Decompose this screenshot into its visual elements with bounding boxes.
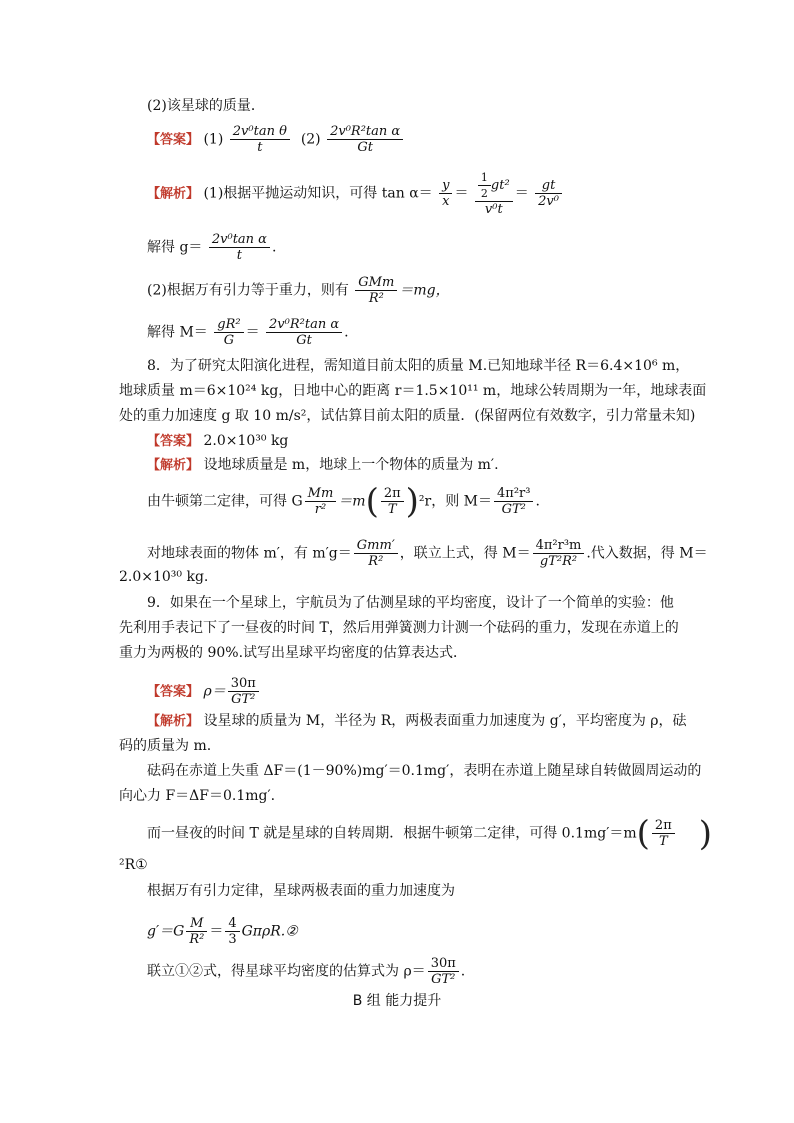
q9-analysis-1: 【解析】 设星球的质量为 M，半径为 R，两极表面重力加速度为 g′，平均密度为 ρ，砝 — [147, 713, 687, 729]
m-sun-fraction: $\frac{\text{4π²r³}}{\text{GT²}}$ — [494, 486, 533, 517]
q8-line-3: 处的重力加速度 g 取 10 m/s²，试估算目前太阳的质量．(保留两位有效数字，引力常量未知) — [119, 408, 696, 424]
analysis-tag: 【解析】 — [147, 458, 200, 473]
m-result-fraction: $\frac{\text{2v⁰R²tan α}}{Gt}$ — [266, 317, 342, 348]
q9-line-2: 先利用手表记下了一昼夜的时间 T，然后用弹簧测力计测一个砝码的重力，发现在赤道上的 — [119, 620, 679, 636]
rho-fraction: $\frac{30\pi}{\text{GT²}}$ — [228, 676, 259, 707]
q9-analysis-6: 联立①②式，得星球平均密度的估算式为 ρ＝ $\frac{30\pi}{\text{GT²}}$ . — [147, 956, 466, 987]
q9-analysis-3: 而一昼夜的时间 T 就是星球的自转周期．根据牛顿第二定律，可得 0.1mg′＝m( $\frac{2\pi}{T}$ ) — [147, 813, 713, 854]
answer-tag: 【答案】 — [147, 684, 200, 700]
gr2-over-g: $\frac{\text{gR²}}{G}$ — [214, 317, 243, 348]
compound-fraction: $\frac{1}{2}$ gt² v⁰t — [475, 170, 513, 217]
q8-analysis-4: 2.0×10³⁰ kg. — [119, 569, 209, 585]
gravity-row: (2)根据万有引力等于重力，则有 $\frac{\text{GMm}}{\text{R²}}$ ＝mg， — [147, 275, 450, 306]
answer-part1-label: (1) — [203, 131, 224, 148]
question-part2: (2)该星球的质量． — [147, 98, 265, 114]
q9-analysis-2: 砝码在赤道上失重 ΔF＝(1－90%)mg′＝0.1mg′，表明在赤道上随星球自转做圆周运动的 — [147, 763, 702, 779]
q8-line-1: 8．为了研究太阳演化进程，需知道目前太阳的质量 M.已知地球半径 R＝6.4×10⁶ m， — [147, 358, 690, 374]
m-sun-final-fraction: $\frac{\text{4π²r³m}}{\text{gT²R²}}$ — [533, 538, 585, 569]
four-thirds: $\frac{4}{3}$ — [225, 916, 239, 947]
answer-tag: 【答案】 — [147, 132, 200, 148]
q9-analysis-2b: 向心力 F＝ΔF＝0.1mg′. — [119, 788, 276, 804]
q8-analysis-2: 由牛顿第二定律，可得 G $\frac{Mm}{\text{r²}}$ ＝m( $\frac{2\pi}{T}$ )²r，则 M＝ $\frac{\text{4π²r³}}{\text{GT²}}$ . — [147, 481, 540, 522]
result-fraction: $\frac{gt}{\text{2v⁰}}$ — [535, 178, 562, 209]
q9-line-1: 9．如果在一个星球上，宇航员为了估测星球的平均密度，设计了一个简单的实验：他 — [147, 595, 674, 611]
mm-over-r2: $\frac{Mm}{\text{r²}}$ — [305, 486, 337, 517]
rho-final-fraction: $\frac{30\pi}{\text{GT²}}$ — [428, 956, 459, 987]
q8-analysis-3: 对地球表面的物体 m′，有 m′g＝ $\frac{\text{Gmm′}}{\text{R²}}$ ，联立上式，得 M＝ $\frac{\text{4π²r³m}}{\text{gT²R²}}$ .代入数据，得 M＝ — [147, 538, 708, 569]
q8-line-2: 地球质量 m＝6×10²⁴ kg，日地中心的距离 r＝1.5×10¹¹ m，地球公转周期为一年，地球表面 — [119, 383, 707, 399]
q9-analysis-4: 根据万有引力定律，星球两极表面的重力加速度为 — [147, 883, 455, 899]
g-fraction: $\frac{\text{2v⁰tan α}}{t}$ — [209, 232, 270, 263]
solve-m-row: 解得 M＝ $\frac{\text{gR²}}{G}$ ＝ $\frac{\text{2v⁰R²tan α}}{Gt}$ . — [147, 317, 349, 348]
gmm-over-r2-earth: $\frac{\text{Gmm′}}{\text{R²}}$ — [354, 538, 398, 569]
q9-analysis-3-tail: ²R① — [119, 857, 148, 873]
q8-analysis-1: 【解析】 设地球质量是 m，地球上一个物体的质量为 m′. — [147, 457, 499, 473]
section-heading: B 组 能力提升 — [352, 993, 442, 1009]
analysis-row-prev-1: 【解析】 (1)根据平抛运动知识，可得 tan α＝ $\frac{y}{x}$ ＝ $\frac{1}{2}$ gt² v⁰t ＝ $\frac{gt}{\text{2v⁰}}$ — [147, 170, 564, 217]
gmm-over-r2: $\frac{\text{GMm}}{\text{R²}}$ — [355, 275, 397, 306]
q9-line-3: 重力为两极的 90%.试写出星球平均密度的估算表达式． — [119, 645, 468, 661]
q9-analysis-5: g′＝G $\frac{M}{\text{R²}}$ ＝ $\frac{4}{3}$ GπρR.② — [147, 916, 298, 947]
analysis-tag: 【解析】 — [147, 714, 200, 729]
analysis-text: (1)根据平抛运动知识，可得 tan α＝ — [203, 185, 433, 202]
q9-analysis-1b: 码的质量为 m. — [119, 738, 212, 754]
y-over-x: $\frac{y}{x}$ — [439, 178, 452, 209]
m-over-r2: $\frac{M}{\text{R²}}$ — [186, 916, 207, 947]
answer-part1-fraction: $\frac{\text{2v⁰tan θ}}{t}$ — [230, 124, 290, 155]
q8-answer: 【答案】 2.0×10³⁰ kg — [147, 433, 289, 449]
answer-row-prev — [147, 124, 405, 155]
solve-g-row: 解得 g＝ $\frac{\text{2v⁰tan α}}{t}$ . — [147, 232, 277, 263]
analysis-tag: 【解析】 — [147, 186, 200, 202]
q9-answer: 【答案】 ρ＝ $\frac{30\pi}{\text{GT²}}$ — [147, 676, 261, 707]
answer-part2-fraction: $\frac{\text{2v⁰R²tan α}}{Gt}$ — [327, 124, 403, 155]
answer-part2-label: (2) — [300, 131, 321, 148]
two-pi-over-t-q9: $\frac{2\pi}{T}$ — [652, 818, 675, 849]
two-pi-over-t: $\frac{2\pi}{T}$ — [381, 486, 404, 517]
answer-tag: 【答案】 — [147, 434, 200, 449]
